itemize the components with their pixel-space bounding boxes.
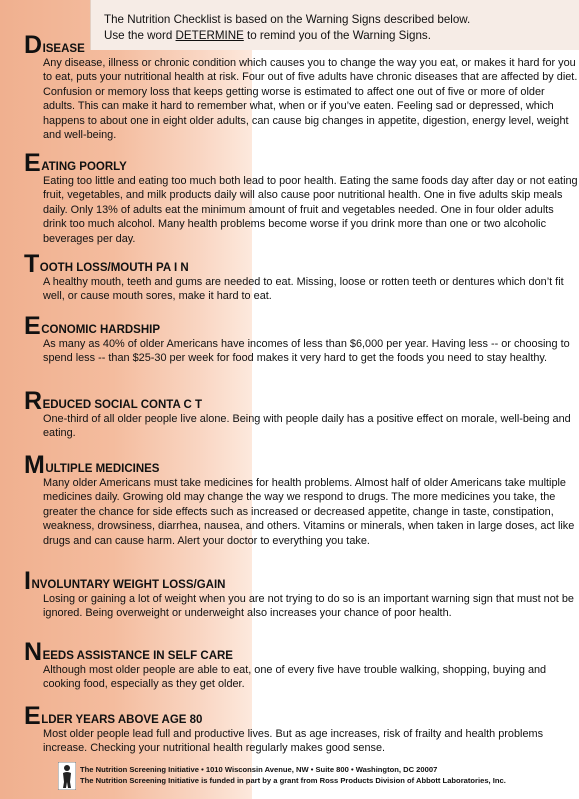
section-multiple-medicines xyxy=(24,451,575,548)
section-reduced-social-contact xyxy=(24,387,574,441)
section-involuntary-weight xyxy=(24,567,574,621)
section-tooth-loss xyxy=(24,250,574,304)
section-body: Any disease, illness or chronic condition which causes you to change the way you eat, or makes it hard for you to eat, puts your nutritional health at risk. Four out of five adults have chronic diseases that are affected by diet. Confusion or memory loss that keeps getting worse is estimated to affect one out of five or more of older adults. This can make it hard to remember what, when or if you’ve eaten. Feeling sad or depressed, which happens to about one in eight older adults, can cause big changes in appetite, digestion, energy level, weight and well-being. xyxy=(43,57,578,142)
section-title xyxy=(24,638,574,666)
section-heading: ATING POORLY xyxy=(41,161,127,173)
section-economic-hardship xyxy=(24,312,574,366)
section-title xyxy=(24,387,574,415)
section-title xyxy=(24,149,574,177)
section-elder-years xyxy=(24,702,574,756)
section-body: As many as 40% of older Americans have incomes of less than $6,000 per year. Having less -- or choosing to spend less -- than $25-30 per week for food makes it very hard to get the foods you need to stay healthy. xyxy=(43,338,570,365)
section-body: Losing or gaining a lot of weight when you are not trying to do so is an important warning sign that must not be ignored. Being overweight or underweight also increases your chance of poor health. xyxy=(43,593,574,620)
section-eating-poorly xyxy=(24,149,578,246)
section-needs-assistance xyxy=(24,638,574,692)
intro-line-2-suffix: to remind you of the Warning Signs. xyxy=(243,29,431,42)
section-initial-letter: T xyxy=(24,250,39,278)
section-title xyxy=(24,567,574,595)
intro-line-1: The Nutrition Checklist is based on the Warning Signs described below. xyxy=(104,13,471,26)
section-body: Although most older people are able to eat, one of every five have trouble walking, shopping, buying and cooking food, especially as they get older. xyxy=(43,664,547,691)
section-body: Eating too little and eating too much both lead to poor health. Eating the same foods day after day or not eating fruit, vegetables, and milk products daily will also cause poor nutritional health. One in five adults skip meals daily. Only 13% of adults eat the minimum amount of fruit and vegetables needed. One in four older adults drink too much alcohol. Many health problems become worse if you drink more than one or two alcoholic beverages per day. xyxy=(43,175,578,245)
section-title xyxy=(24,312,574,340)
initiative-logo-icon xyxy=(58,762,76,790)
section-title xyxy=(24,250,574,278)
section-initial-letter: E xyxy=(24,702,41,730)
section-body: Many older Americans must take medicines for health problems. Almost half of older Americans take multiple medicines daily. Growing old may change the way we respond to drugs. The more medicines you take, the greater the chance for side effects such as increased or decreased appetite, change in taste, constipation, weakness, drowsiness, diarrhea, nausea, and others. Vitamins or minerals, when taken in large doses, act like drugs and can cause harm. Alert your doctor to everything you take. xyxy=(43,477,575,547)
section-heading: EDUCED SOCIAL CONTA C T xyxy=(42,399,203,411)
section-heading: NVOLUNTARY WEIGHT LOSS/GAIN xyxy=(31,579,226,591)
section-heading: ULTIPLE MEDICINES xyxy=(45,463,160,475)
footer xyxy=(58,762,578,794)
section-heading: EEDS ASSISTANCE IN SELF CARE xyxy=(42,650,233,662)
section-initial-letter: M xyxy=(24,451,45,479)
section-title xyxy=(24,451,574,479)
section-title xyxy=(24,702,574,730)
footer-address: The Nutrition Screening Initiative • 1010 Wisconsin Avenue, NW • Suite 800 • Washington, DC 20007 xyxy=(80,765,438,774)
section-body: A healthy mouth, teeth and gums are needed to eat. Missing, loose or rotten teeth or dentures which don’t fit well, or cause mouth sores, make it hard to eat. xyxy=(43,276,564,303)
section-heading: CONOMIC HARDSHIP xyxy=(41,324,161,336)
determine-keyword: DETERMINE xyxy=(175,29,244,42)
section-body: One-third of all older people live alone. Being with people daily has a positive effect on morale, well-being and eating. xyxy=(43,413,571,440)
section-heading: LDER YEARS ABOVE AGE 80 xyxy=(41,714,203,726)
section-initial-letter: E xyxy=(24,312,41,340)
section-body: Most older people lead full and productive lives. But as age increases, risk of frailty and health problems increase. Checking your nutritional health regularly makes good sense. xyxy=(43,728,544,755)
section-initial-letter: R xyxy=(24,387,42,415)
section-heading: OOTH LOSS/MOUTH PA I N xyxy=(39,262,189,274)
section-initial-letter: D xyxy=(24,31,42,59)
section-heading: ISEASE xyxy=(42,43,85,55)
section-title xyxy=(24,31,574,59)
intro-line-2-prefix: Use the word xyxy=(104,29,176,42)
section-disease xyxy=(24,31,578,142)
footer-funding: The Nutrition Screening Initiative is funded in part by a grant from Ross Products Division of Abbott Laboratories, Inc. xyxy=(80,776,506,785)
section-initial-letter: N xyxy=(24,638,42,666)
section-initial-letter: I xyxy=(24,567,31,595)
section-initial-letter: E xyxy=(24,149,41,177)
